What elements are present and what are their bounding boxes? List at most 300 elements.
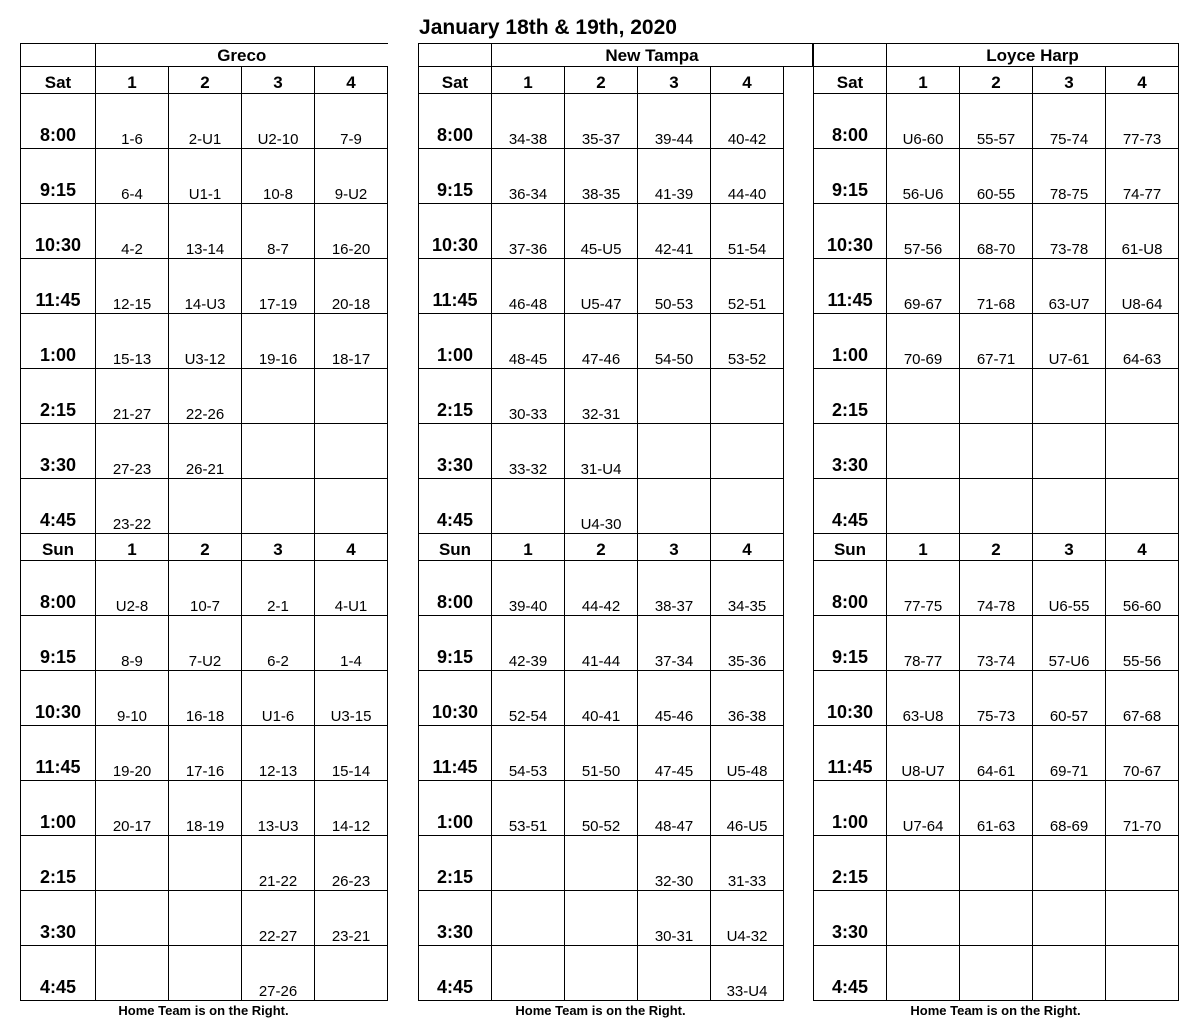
field-number-header: 4 <box>711 67 784 94</box>
game-cell: 36-38 <box>711 671 784 726</box>
game-cell <box>638 479 711 534</box>
game-cell: 1-4 <box>315 616 388 671</box>
game-cell: 20-18 <box>315 259 388 314</box>
game-cell: 60-55 <box>960 149 1033 204</box>
spacer-cell <box>784 314 813 369</box>
game-cell: 42-41 <box>638 204 711 259</box>
table-row <box>21 259 388 314</box>
game-cell: 54-50 <box>638 314 711 369</box>
game-cell: U2-8 <box>96 561 169 616</box>
game-cell <box>492 479 565 534</box>
footer-note: Home Team is on the Right. <box>118 1003 289 1018</box>
field-number-header: 1 <box>96 534 169 561</box>
game-cell: 22-26 <box>169 369 242 424</box>
game-cell: 30-31 <box>638 891 711 946</box>
table-row <box>814 314 1179 369</box>
game-cell: U8-U7 <box>887 726 960 781</box>
game-cell: U6-60 <box>887 94 960 149</box>
game-cell: 7-9 <box>315 94 388 149</box>
table-row <box>21 94 388 149</box>
time-slot: 2:15 <box>21 369 96 424</box>
game-cell: 4-2 <box>96 204 169 259</box>
table-row <box>419 946 813 1001</box>
field-number-header: 4 <box>315 67 388 94</box>
game-cell: 32-30 <box>638 836 711 891</box>
spacer-cell <box>784 94 813 149</box>
table-row <box>814 891 1179 946</box>
game-cell: 32-31 <box>565 369 638 424</box>
table-row <box>814 424 1179 479</box>
game-cell <box>169 946 242 1001</box>
game-cell: 27-26 <box>242 946 315 1001</box>
table-row <box>21 561 388 616</box>
game-cell <box>960 946 1033 1001</box>
game-cell <box>96 946 169 1001</box>
table-row <box>21 479 388 534</box>
time-slot: 10:30 <box>814 671 887 726</box>
game-cell: 18-17 <box>315 314 388 369</box>
time-slot: 9:15 <box>419 149 492 204</box>
venue-blank-cell <box>419 44 492 67</box>
field-number-header: 3 <box>638 67 711 94</box>
game-cell: U7-64 <box>887 781 960 836</box>
venue-block-2 <box>813 43 1179 1019</box>
table-row <box>21 726 388 781</box>
game-cell: 33-U4 <box>711 946 784 1001</box>
game-cell: 77-73 <box>1106 94 1179 149</box>
table-row <box>21 149 388 204</box>
table-row <box>814 836 1179 891</box>
table-row <box>814 726 1179 781</box>
game-cell: 50-52 <box>565 781 638 836</box>
game-cell: 14-U3 <box>169 259 242 314</box>
time-slot: 2:15 <box>814 836 887 891</box>
footer-note: Home Team is on the Right. <box>910 1003 1081 1018</box>
game-cell <box>315 424 388 479</box>
game-cell <box>1106 369 1179 424</box>
game-cell: 27-23 <box>96 424 169 479</box>
game-cell: 74-78 <box>960 561 1033 616</box>
table-row <box>814 259 1179 314</box>
game-cell: 74-77 <box>1106 149 1179 204</box>
game-cell: 52-51 <box>711 259 784 314</box>
game-cell: 68-70 <box>960 204 1033 259</box>
game-cell <box>638 369 711 424</box>
field-number-header: 3 <box>638 534 711 561</box>
game-cell: 13-U3 <box>242 781 315 836</box>
table-row <box>814 149 1179 204</box>
game-cell <box>315 479 388 534</box>
day-label: Sun <box>419 534 492 561</box>
game-cell: U5-48 <box>711 726 784 781</box>
field-number-header: 2 <box>960 534 1033 561</box>
table-row <box>419 479 813 534</box>
field-number-header: 4 <box>1106 67 1179 94</box>
table-row <box>21 946 388 1001</box>
game-cell: 40-41 <box>565 671 638 726</box>
game-cell: 13-14 <box>169 204 242 259</box>
game-cell <box>638 424 711 479</box>
game-cell: 46-U5 <box>711 781 784 836</box>
game-cell: 61-U8 <box>1106 204 1179 259</box>
game-cell: U1-1 <box>169 149 242 204</box>
game-cell <box>887 946 960 1001</box>
game-cell: 38-37 <box>638 561 711 616</box>
game-cell: 35-37 <box>565 94 638 149</box>
field-number-header: 1 <box>492 67 565 94</box>
table-row <box>814 204 1179 259</box>
spacer-cell <box>784 259 813 314</box>
game-cell: 57-56 <box>887 204 960 259</box>
schedule-table <box>20 43 388 1001</box>
game-cell <box>565 946 638 1001</box>
game-cell: 20-17 <box>96 781 169 836</box>
time-slot: 1:00 <box>419 314 492 369</box>
game-cell: 16-18 <box>169 671 242 726</box>
table-row <box>21 314 388 369</box>
game-cell: 21-27 <box>96 369 169 424</box>
game-cell <box>1106 424 1179 479</box>
table-row <box>814 616 1179 671</box>
game-cell: U1-6 <box>242 671 315 726</box>
game-cell: U3-12 <box>169 314 242 369</box>
game-cell <box>960 424 1033 479</box>
table-row <box>814 94 1179 149</box>
game-cell: 15-13 <box>96 314 169 369</box>
game-cell: 53-51 <box>492 781 565 836</box>
game-cell <box>887 891 960 946</box>
game-cell <box>1033 479 1106 534</box>
game-cell: 34-38 <box>492 94 565 149</box>
time-slot: 11:45 <box>814 726 887 781</box>
game-cell: U3-15 <box>315 671 388 726</box>
spacer-cell <box>784 616 813 671</box>
game-cell <box>96 836 169 891</box>
spacer-cell <box>784 946 813 1001</box>
time-slot: 10:30 <box>21 204 96 259</box>
game-cell: 47-46 <box>565 314 638 369</box>
game-cell <box>960 479 1033 534</box>
game-cell: 45-U5 <box>565 204 638 259</box>
game-cell: 35-36 <box>711 616 784 671</box>
game-cell <box>492 946 565 1001</box>
game-cell: 47-45 <box>638 726 711 781</box>
game-cell <box>96 891 169 946</box>
game-cell <box>1033 946 1106 1001</box>
game-cell: 55-57 <box>960 94 1033 149</box>
game-cell: 67-71 <box>960 314 1033 369</box>
game-cell: U7-61 <box>1033 314 1106 369</box>
game-cell: 16-20 <box>315 204 388 259</box>
time-slot: 9:15 <box>21 616 96 671</box>
game-cell <box>242 479 315 534</box>
venue-blank-cell <box>21 44 96 67</box>
game-cell: 71-70 <box>1106 781 1179 836</box>
spacer-cell <box>784 67 813 94</box>
game-cell <box>1033 424 1106 479</box>
time-slot: 8:00 <box>814 94 887 149</box>
game-cell: 9-10 <box>96 671 169 726</box>
table-row <box>21 204 388 259</box>
game-cell: 46-48 <box>492 259 565 314</box>
table-row <box>21 836 388 891</box>
game-cell <box>565 891 638 946</box>
game-cell: 42-39 <box>492 616 565 671</box>
time-slot: 11:45 <box>419 726 492 781</box>
table-row <box>419 369 813 424</box>
game-cell: 31-U4 <box>565 424 638 479</box>
game-cell: U5-47 <box>565 259 638 314</box>
game-cell: 70-67 <box>1106 726 1179 781</box>
venue-blank-cell <box>814 44 887 67</box>
game-cell: 75-74 <box>1033 94 1106 149</box>
field-number-header: 2 <box>169 67 242 94</box>
game-cell: 17-16 <box>169 726 242 781</box>
game-cell <box>242 369 315 424</box>
time-slot: 1:00 <box>419 781 492 836</box>
time-slot: 4:45 <box>21 479 96 534</box>
game-cell: 6-2 <box>242 616 315 671</box>
table-row <box>814 946 1179 1001</box>
game-cell: 71-68 <box>960 259 1033 314</box>
field-number-header: 2 <box>565 67 638 94</box>
game-cell <box>315 946 388 1001</box>
time-slot: 4:45 <box>814 479 887 534</box>
game-cell: 8-9 <box>96 616 169 671</box>
field-number-header: 4 <box>1106 534 1179 561</box>
game-cell: 68-69 <box>1033 781 1106 836</box>
spacer-cell <box>784 424 813 479</box>
game-cell: 34-35 <box>711 561 784 616</box>
time-slot: 3:30 <box>814 891 887 946</box>
game-cell <box>711 369 784 424</box>
game-cell <box>960 369 1033 424</box>
game-cell: 51-50 <box>565 726 638 781</box>
game-cell: 63-U8 <box>887 671 960 726</box>
game-cell: 37-34 <box>638 616 711 671</box>
spacer-cell <box>784 149 813 204</box>
table-row <box>21 369 388 424</box>
game-cell: 61-63 <box>960 781 1033 836</box>
time-slot: 11:45 <box>814 259 887 314</box>
game-cell <box>1106 891 1179 946</box>
table-row <box>419 891 813 946</box>
spacer-cell <box>784 561 813 616</box>
table-row <box>419 314 813 369</box>
game-cell: U8-64 <box>1106 259 1179 314</box>
game-cell: 10-7 <box>169 561 242 616</box>
game-cell: 48-47 <box>638 781 711 836</box>
time-slot: 3:30 <box>21 424 96 479</box>
game-cell <box>492 836 565 891</box>
spacer-cell <box>784 836 813 891</box>
time-slot: 9:15 <box>419 616 492 671</box>
table-row <box>419 259 813 314</box>
game-cell: 63-U7 <box>1033 259 1106 314</box>
time-slot: 4:45 <box>814 946 887 1001</box>
field-number-header: 2 <box>169 534 242 561</box>
time-slot: 8:00 <box>21 94 96 149</box>
game-cell: 73-74 <box>960 616 1033 671</box>
game-cell: 44-42 <box>565 561 638 616</box>
game-cell: 6-4 <box>96 149 169 204</box>
game-cell: 44-40 <box>711 149 784 204</box>
game-cell <box>169 479 242 534</box>
game-cell <box>1106 946 1179 1001</box>
table-row <box>419 616 813 671</box>
game-cell <box>565 836 638 891</box>
spacer-cell <box>784 891 813 946</box>
field-number-header: 1 <box>492 534 565 561</box>
game-cell: 18-19 <box>169 781 242 836</box>
game-cell: 26-23 <box>315 836 388 891</box>
game-cell <box>887 424 960 479</box>
venue-name: New Tampa <box>492 44 813 67</box>
game-cell: 78-75 <box>1033 149 1106 204</box>
game-cell: 26-21 <box>169 424 242 479</box>
game-cell: 23-22 <box>96 479 169 534</box>
game-cell: 40-42 <box>711 94 784 149</box>
table-row <box>419 94 813 149</box>
table-row <box>419 424 813 479</box>
game-cell <box>960 891 1033 946</box>
time-slot: 11:45 <box>21 259 96 314</box>
table-row <box>21 671 388 726</box>
time-slot: 2:15 <box>419 836 492 891</box>
game-cell: 4-U1 <box>315 561 388 616</box>
game-cell: 73-78 <box>1033 204 1106 259</box>
time-slot: 8:00 <box>21 561 96 616</box>
table-row <box>814 369 1179 424</box>
field-number-header: 3 <box>1033 534 1106 561</box>
game-cell: 39-40 <box>492 561 565 616</box>
game-cell: 41-39 <box>638 149 711 204</box>
game-cell <box>169 836 242 891</box>
table-row <box>419 781 813 836</box>
table-row <box>21 781 388 836</box>
time-slot: 4:45 <box>21 946 96 1001</box>
game-cell: 7-U2 <box>169 616 242 671</box>
game-cell: 9-U2 <box>315 149 388 204</box>
game-cell: 8-7 <box>242 204 315 259</box>
venue-block-1 <box>418 43 813 1019</box>
table-row <box>419 149 813 204</box>
game-cell <box>1106 479 1179 534</box>
game-cell: 36-34 <box>492 149 565 204</box>
game-cell: 38-35 <box>565 149 638 204</box>
game-cell: 57-U6 <box>1033 616 1106 671</box>
table-row <box>814 479 1179 534</box>
time-slot: 10:30 <box>814 204 887 259</box>
table-row <box>814 671 1179 726</box>
schedule-table <box>418 43 813 1001</box>
time-slot: 10:30 <box>419 671 492 726</box>
game-cell: 2-U1 <box>169 94 242 149</box>
game-cell: 70-69 <box>887 314 960 369</box>
game-cell: 60-57 <box>1033 671 1106 726</box>
game-cell <box>1033 891 1106 946</box>
time-slot: 3:30 <box>419 891 492 946</box>
game-cell <box>169 891 242 946</box>
time-slot: 9:15 <box>21 149 96 204</box>
table-row <box>419 836 813 891</box>
game-cell: U4-32 <box>711 891 784 946</box>
field-number-header: 1 <box>887 534 960 561</box>
game-cell: 30-33 <box>492 369 565 424</box>
game-cell: 21-22 <box>242 836 315 891</box>
game-cell: 14-12 <box>315 781 388 836</box>
game-cell: 17-19 <box>242 259 315 314</box>
time-slot: 1:00 <box>814 314 887 369</box>
game-cell <box>315 369 388 424</box>
time-slot: 10:30 <box>419 204 492 259</box>
game-cell <box>711 424 784 479</box>
game-cell: 53-52 <box>711 314 784 369</box>
game-cell <box>1033 836 1106 891</box>
game-cell: 12-13 <box>242 726 315 781</box>
time-slot: 2:15 <box>419 369 492 424</box>
spacer-cell <box>784 204 813 259</box>
time-slot: 10:30 <box>21 671 96 726</box>
game-cell: 19-20 <box>96 726 169 781</box>
page-title: January 18th & 19th, 2020 <box>419 16 677 39</box>
game-cell: 41-44 <box>565 616 638 671</box>
venue-block-0 <box>20 43 388 1019</box>
spacer-cell <box>784 781 813 836</box>
field-number-header: 1 <box>96 67 169 94</box>
game-cell <box>638 946 711 1001</box>
game-cell: 15-14 <box>315 726 388 781</box>
game-cell: 23-21 <box>315 891 388 946</box>
time-slot: 8:00 <box>419 561 492 616</box>
game-cell <box>1033 369 1106 424</box>
time-slot: 4:45 <box>419 946 492 1001</box>
table-row <box>419 204 813 259</box>
day-label: Sat <box>814 67 887 94</box>
game-cell: 48-45 <box>492 314 565 369</box>
game-cell: 45-46 <box>638 671 711 726</box>
day-label: Sat <box>419 67 492 94</box>
spacer-cell <box>784 726 813 781</box>
field-number-header: 2 <box>960 67 1033 94</box>
game-cell: U2-10 <box>242 94 315 149</box>
time-slot: 11:45 <box>21 726 96 781</box>
time-slot: 9:15 <box>814 616 887 671</box>
spacer-cell <box>784 534 813 561</box>
game-cell: 50-53 <box>638 259 711 314</box>
game-cell: 10-8 <box>242 149 315 204</box>
field-number-header: 3 <box>242 534 315 561</box>
game-cell: U4-30 <box>565 479 638 534</box>
game-cell <box>887 836 960 891</box>
game-cell: 56-60 <box>1106 561 1179 616</box>
table-row <box>814 561 1179 616</box>
game-cell: 55-56 <box>1106 616 1179 671</box>
time-slot: 3:30 <box>419 424 492 479</box>
game-cell <box>887 479 960 534</box>
game-cell: 51-54 <box>711 204 784 259</box>
spacer-cell <box>784 369 813 424</box>
game-cell: 37-36 <box>492 204 565 259</box>
game-cell: 39-44 <box>638 94 711 149</box>
game-cell: 2-1 <box>242 561 315 616</box>
time-slot: 1:00 <box>21 314 96 369</box>
time-slot: 8:00 <box>419 94 492 149</box>
field-number-header: 1 <box>887 67 960 94</box>
time-slot: 3:30 <box>814 424 887 479</box>
time-slot: 3:30 <box>21 891 96 946</box>
game-cell: 78-77 <box>887 616 960 671</box>
